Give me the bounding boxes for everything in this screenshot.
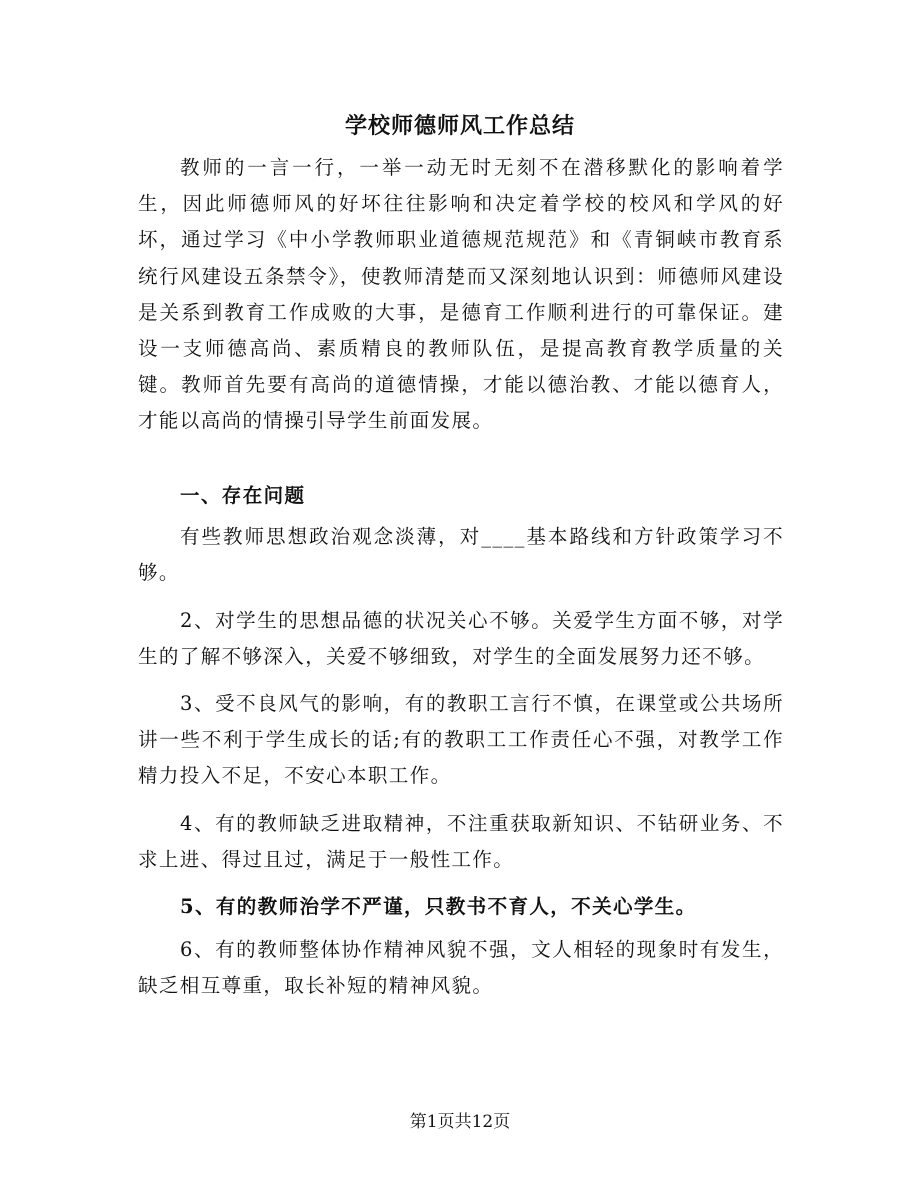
problem-item-4: 4、有的教师缺乏进取精神，不注重获取新知识、不钻研业务、不求上进、得过且过，满足于一般性工作。: [138, 812, 784, 872]
problem-item-3: 3、受不良风气的影响，有的教职工言行不慎，在课堂或公共场所讲一些不利于学生成长的话;有的教职工工作责任心不强，对教学工作精力投入不足，不安心本职工作。: [138, 692, 784, 788]
page-footer: 第1页共12页: [409, 1112, 511, 1132]
section-heading: 一、存在问题: [180, 484, 306, 507]
problem-item-5: 5、有的教师治学不严谨，只教书不育人，不关心学生。: [180, 895, 697, 918]
problem-item-1: 有些教师思想政治观念淡薄，对____基本路线和方针政策学习不够。: [138, 525, 784, 585]
problem-item-2: 2、对学生的思想品德的状况关心不够。关爱学生方面不够，对学生的了解不够深入，关爱不够细致，对学生的全面发展努力还不够。: [138, 609, 784, 669]
intro-paragraph: 教师的一言一行，一举一动无时无刻不在潜移默化的影响着学生，因此师德师风的好坏往往影响和决定着学校的校风和学风的好坏，通过学习《中小学教师职业道德规范规范》和《青铜峡市教育系统行风建设五条禁令》，使教师清楚而又深刻地认识到：师德师风建设是关系到教育工作成败的大事，是德育工作顺利进行的可靠保证。建设一支师德高尚、素质精良的教师队伍，是提高教育教学质量的关键。教师首先要有高尚的道德情操，才能以德治教、才能以德育人，才能以高尚的情操引导学生前面发展。: [138, 156, 784, 433]
problem-item-6: 6、有的教师整体协作精神风貌不强，文人相轻的现象时有发生，缺乏相互尊重，取长补短的精神风貌。: [138, 938, 784, 998]
document-title: 学校师德师风工作总结: [344, 113, 575, 139]
